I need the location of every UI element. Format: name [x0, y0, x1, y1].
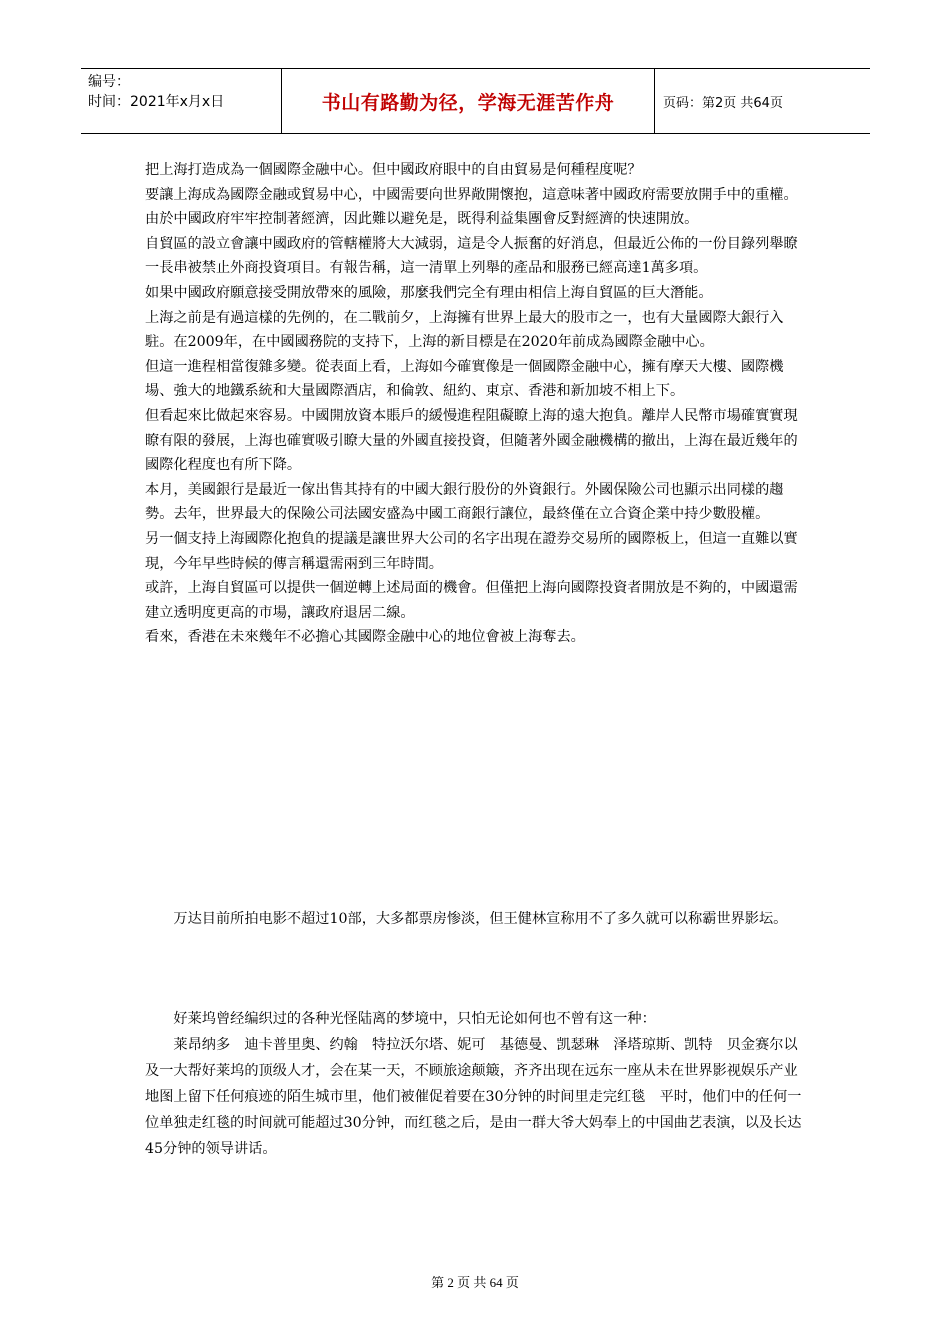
article-paragraph: 另一個支持上海國際化抱負的提議是讓世界大公司的名字出現在證券交易所的國際板上，但這一直難以實現，今年早些時候的傳言稱還需兩到三年時間。: [145, 530, 798, 572]
header-date-label: 时间：2021年x月x日: [88, 94, 225, 110]
wanda-paragraph: 万达目前所拍电影不超过10部，大多都票房惨淡，但王健林宣称用不了多久就可以称霸世界影坛。: [173, 911, 788, 927]
article-paragraph: 本月，美國銀行是最近一傢出售其持有的中國大銀行股份的外資銀行。外國保險公司也顯示出同樣的趨勢。去年，世界最大的保險公司法國安盛為中國工商銀行讓位，最終僅在立合資企業中持少數股權。: [145, 481, 784, 523]
header-info-cell: [81, 69, 282, 133]
page-header: [81, 68, 870, 134]
header-page-label: 页码：第2页 共64页: [663, 95, 783, 111]
hollywood-section: [145, 1006, 805, 1162]
article-paragraph: 要讓上海成為國際金融或貿易中心，中國需要向世界敞開懷抱，這意味著中國政府需要放開手中的重權。由於中國政府牢牢控制著經濟，因此難以避免是，既得利益集團會反對經濟的快速開放。: [145, 186, 798, 228]
article-paragraph: 但這一進程相當復雜多變。從表面上看，上海如今確實像是一個國際金融中心，擁有摩天大樓、國際機場、強大的地鐵系統和大量國際酒店，和倫敦、紐約、東京、香港和新加坡不相上下。: [145, 358, 784, 400]
article-paragraph: 自貿區的設立會讓中國政府的管轄權將大大減弱，這是令人振奮的好消息，但最近公佈的一份目錄列舉瞭一長串被禁止外商投資項目。有報告稱，這一清單上列舉的產品和服務已經高達1萬多項。: [145, 235, 798, 277]
header-motto: 书山有路勤为径，学海无涯苦作舟: [282, 69, 655, 133]
article-paragraph: 看來，香港在未來幾年不必擔心其國際金融中心的地位會被上海奪去。: [145, 629, 585, 646]
article-paragraph: 把上海打造成為一個國際金融中心。但中國政府眼中的自由貿易是何種程度呢？: [145, 162, 642, 178]
hollywood-body: 莱昂纳多 迪卡普里奥、约翰 特拉沃尔塔、妮可 基德曼、凯瑟琳 泽塔琼斯、凯特 贝金赛尔以及一大帮好莱坞的顶级人才，会在某一天，不顾旅途颠簸，齐齐出现在远东一座从未在世界影视娱乐产业地图上留下任何痕迹的陌生城市里，他们被催促着要在30分钟的时间里走完红毯 平时，他们中的任何一位单独走红毯的时间就可能超过30分钟，而红毯之后，是由一群大爷大妈奉上的中国曲艺表演，以及长达45分钟的领导讲话。: [145, 1037, 802, 1157]
hollywood-intro: 好莱坞曾经编织过的各种光怪陆离的梦境中，只怕无论如何也不曾有这一种：: [173, 1011, 656, 1027]
article-body: [145, 158, 805, 650]
header-number-label: 编号：: [88, 74, 130, 90]
article-paragraph: 上海之前是有過這樣的先例的，在二戰前夕，上海擁有世界上最大的股市之一，也有大量國際大銀行入駐。在2009年，在中國國務院的支持下，上海的新目標是在2020年前成為國際金融中心。: [145, 309, 784, 351]
wanda-section: [145, 906, 805, 932]
article-paragraph: 或許，上海自貿區可以提供一個逆轉上述局面的機會。但僅把上海向國際投資者開放是不夠的，中國還需建立透明度更高的市場，讓政府退居二線。: [145, 580, 798, 621]
page-footer: 第 2 页 共 64 页: [431, 1275, 519, 1290]
article-paragraph: 如果中國政府願意接受開放帶來的風險，那麼我們完全有理由相信上海自貿區的巨大潛能。: [145, 284, 713, 301]
article-paragraph: 但看起來比做起來容易。中國開放資本賬戶的緩慢進程阻礙瞭上海的遠大抱負。離岸人民幣市場確實實現瞭有限的發展，上海也確實吸引瞭大量的外國直接投資，但隨著外國金融機構的撤出，上海在最近幾年的國際化程度也有所下降。: [145, 407, 798, 474]
